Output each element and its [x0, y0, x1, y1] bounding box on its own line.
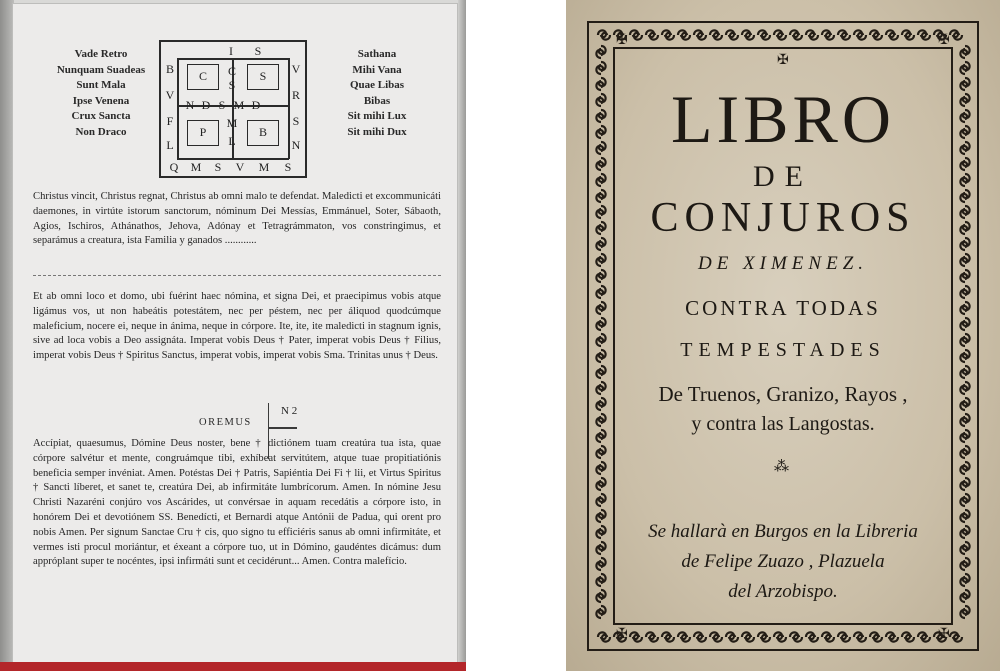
seal-letter: M [233, 98, 245, 112]
seal-letter: M [190, 160, 202, 174]
scroll-ornament [960, 462, 969, 474]
scroll-ornament [726, 30, 738, 39]
scroll-ornament [870, 632, 882, 641]
scroll-ornament [950, 632, 962, 641]
seal-letter: V [291, 62, 301, 76]
scroll-ornament [918, 30, 930, 39]
seal-letter: D [251, 98, 261, 112]
name-line: Bibas [363, 94, 391, 107]
seal-letter: B [258, 125, 267, 139]
scroll-ornament [694, 30, 706, 39]
asterism-ornament [752, 461, 812, 474]
scroll-ornament [630, 30, 642, 39]
subtitle-contra-todas: CONTRA TODAS [685, 296, 881, 320]
holy-names-left [45, 47, 157, 140]
prayer-paragraph: Accípiat, quaesumus, Dómine Deus noster, bene † dictiónem tuam creatúra tua ista, quae córpore salvétur et mente, congruámque tibi, exhíbeat servitútem, atque tuae propitiatiónis beneficia semper invéniat. Amen. Potéstas Dei † Patris, Sapiéntia Dei Fi † lii, et Virtus Spiritus † Sancti líberet, et sanet te, creatúra Dei, ab infirmitáte lumbrícorum. Amen. In nómine Jesu Christi Nazaréni conjúro vos Ascárides, ut convérsae in aquam recedátis a córpore isto, in honórem Dei et devotiónem SS. Benedícti, et Bernardi atque Antónii de Padua, qui orent pro nobis Amen. Per signum Sanctae Cru † cis, quo signo tu efficiéris sanus ab omni infirmitáte, et vermes isti procul moriántur, et éxeant a córpore tuo, ut in Dómino, gaudéntes dicámus: dum appróplant super te nocéntes, ipsi infirmáti sunt et cecidérunt... Amen. Contra malefício. [33, 438, 441, 568]
seal-letter: L [228, 134, 236, 148]
scroll-ornament [596, 462, 605, 474]
imprint-line-1: Se hallarà en Burgos en la Libreria [648, 521, 918, 542]
name-line: Sit mihi Dux [347, 125, 407, 138]
name-line: Mihi Vana [352, 63, 402, 76]
seal-letter: S [218, 98, 226, 112]
scroll-ornament [742, 30, 754, 39]
stars-line: ⁂ [774, 459, 790, 475]
seal-letter: M [258, 160, 270, 174]
scroll-ornament [758, 30, 770, 39]
scroll-ornament [902, 632, 914, 641]
seal-letter: N [291, 138, 301, 152]
seal-letter: S [292, 114, 300, 128]
name-line: Non Draco [75, 125, 127, 138]
corner-cross-icon: ✠ [616, 32, 628, 48]
seal-letter: D [201, 98, 211, 112]
name-line: Vade Retro [74, 48, 128, 60]
scroll-ornament [710, 30, 722, 39]
scroll-ornament [646, 632, 658, 641]
scroll-ornament [902, 30, 914, 39]
name-line: Quae Libas [349, 79, 405, 91]
seal-letter: F [166, 114, 174, 128]
scroll-ornament [596, 366, 605, 378]
scroll-ornament [886, 30, 898, 39]
seal-letter: M [226, 116, 238, 130]
scroll-ornament [854, 30, 866, 39]
scroll-ornament [596, 478, 605, 490]
scroll-ornament [596, 606, 605, 618]
scroll-ornament [678, 30, 690, 39]
seal-letter: S [284, 160, 292, 174]
seal-letter: S [259, 69, 267, 83]
seal-letter: V [235, 160, 245, 174]
scroll-ornament [790, 632, 802, 641]
scroll-ornament [838, 30, 850, 39]
seal-square-diagram [159, 40, 307, 178]
subtitle-truenos: De Truenos, Granizo, Rayos , [658, 382, 908, 406]
seal-letter: S [254, 44, 262, 58]
scroll-ornament [854, 632, 866, 641]
divider [33, 275, 441, 276]
title-conjuros: CONJUROS [650, 195, 916, 241]
scroll-ornament [710, 632, 722, 641]
name-line: Sathana [357, 48, 397, 60]
conjuration-paragraph-1: Christus vincit, Christus regnat, Christus ab omni malo te defendat. Maledicti et excommunicáti daemones, in virtúte istorum sanctorum, nóminum Dei Messías, Emmánuel, Soter, Sábaoth, Agios, Ischiros, Athánathos, Jehova, Adónay et Tetragrámmaton, vos constringimus, et separámus a creatura, ista Familia y ganados ............ [33, 191, 441, 247]
corner-cross-icon: ✠ [938, 626, 950, 642]
scroll-ornament [870, 30, 882, 39]
red-bottom-strip [0, 662, 466, 671]
seal-letter: B [165, 62, 174, 76]
seal-letter: N [185, 98, 195, 112]
scroll-ornament [596, 446, 605, 458]
corner-cross-icon: ✠ [777, 52, 789, 68]
name-line: Sunt Mala [76, 79, 126, 91]
name-line: Nunquam Suadeas [56, 63, 146, 76]
imprint-line-2: de Felipe Zuazo , Plazuela [681, 551, 885, 572]
scroll-ornament [726, 632, 738, 641]
scroll-ornament [960, 446, 969, 458]
seal-letter: I [229, 44, 233, 58]
right-page-title-page [566, 0, 1000, 671]
seal-letter: P [199, 125, 207, 139]
scroll-ornament [960, 494, 969, 506]
scroll-ornament [806, 632, 818, 641]
scroll-ornament [662, 632, 674, 641]
scroll-ornament [838, 632, 850, 641]
scroll-ornament [806, 30, 818, 39]
seal-letter: C [198, 69, 207, 83]
subtitle-langostas: y contra las Langostas. [691, 413, 875, 435]
scroll-ornament [960, 366, 969, 378]
scroll-ornament [960, 606, 969, 618]
scroll-ornament [742, 632, 754, 641]
left-page-photo [0, 0, 466, 671]
scroll-ornament [630, 632, 642, 641]
scroll-ornament [886, 632, 898, 641]
subtitle-tempestades: TEMPESTADES [680, 339, 886, 361]
scroll-ornament [950, 30, 962, 39]
imprint-line-3: del Arzobispo. [728, 581, 838, 602]
scroll-ornament [678, 632, 690, 641]
scroll-ornament [774, 632, 786, 641]
scroll-ornament [960, 46, 969, 58]
title-de: DE [753, 160, 813, 193]
name-line: Sit mihi Lux [347, 110, 407, 122]
seal-letter: C [227, 64, 236, 78]
scroll-ornament [694, 632, 706, 641]
scroll-ornament [790, 30, 802, 39]
scroll-ornament [598, 632, 610, 641]
scroll-ornament [774, 30, 786, 39]
name-line: Crux Sancta [71, 110, 131, 122]
scroll-ornament [662, 30, 674, 39]
scroll-ornament [822, 30, 834, 39]
title-libro: LIBRO [671, 81, 895, 157]
cross-mark-label: N 2 [281, 405, 298, 417]
scroll-ornament [646, 30, 658, 39]
scroll-ornament [598, 30, 610, 39]
scroll-ornament [596, 494, 605, 506]
seal-letter: Q [169, 160, 179, 174]
scroll-ornament [960, 478, 969, 490]
scroll-ornament [822, 632, 834, 641]
scroll-ornament [596, 62, 605, 74]
scroll-ornament [960, 62, 969, 74]
seal-letter: V [165, 88, 175, 102]
name-line: Ipse Venena [72, 94, 130, 107]
scroll-ornament [918, 632, 930, 641]
scroll-ornament [596, 46, 605, 58]
seal-letter: S [214, 160, 222, 174]
corner-cross-icon: ✠ [616, 626, 628, 642]
oremus-heading: OREMUS [199, 417, 252, 428]
seal-letter: S [228, 78, 236, 92]
scroll-ornament [758, 632, 770, 641]
conjuration-paragraph-2: Et ab omni loco et domo, ubi fuérint haec nómina, et signa Dei, et praecipimus vobis atque ligámus vos, ut non habeátis potestátem, nec per péstem, nec per áliquod quodcúmque maleficium, nocere ei, neque in ánima, neque in córpore. Ite, ite, ite maledicti in stagnum ignis, sive ad loca vobis a Deo assignáta. Imperat vobis Deus † Pater, imperat vobis Deus † Filius, imperat vobis Deus † Spiritus Sanctus, imperat vobis, imperat vobis Sma. Trinitas unus † Deus. [33, 291, 441, 362]
title-de-ximenez: DE XIMENEZ. [697, 253, 869, 274]
seal-letter: R [291, 88, 300, 102]
holy-names-right [322, 47, 432, 140]
page-edge [458, 0, 466, 671]
seal-letter: L [166, 138, 174, 152]
corner-cross-icon: ✠ [938, 32, 950, 48]
